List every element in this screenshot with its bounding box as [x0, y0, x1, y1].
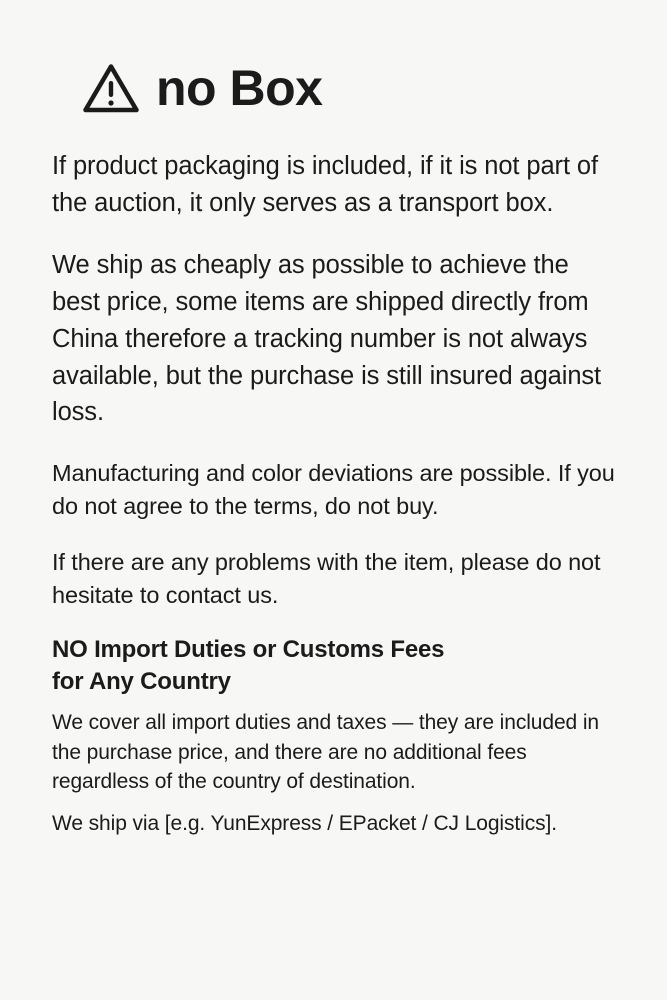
customs-subheading-line1: NO Import Duties or Customs Fees [52, 636, 445, 664]
paragraph-contact: If there are any problems with the item, please do not hesitate to contact us. [52, 548, 601, 609]
warning-triangle-icon [82, 62, 140, 114]
paragraph-shipping: We ship as cheaply as possible to achieve the best price, some items are shipped directly from China therefore a tracking number is not always available, but the purchase is still insured against loss. [52, 251, 602, 427]
customs-body: We cover all import duties and taxes — they are included in the purchase price, and there are no additional fees regardless of the country of destination. [52, 710, 599, 794]
customs-subheading [52, 634, 619, 697]
customs-section [52, 634, 619, 839]
page-title [82, 62, 619, 114]
paragraph-deviations: Manufacturing and color deviations are possible. If you do not agree to the terms, do not buy. [52, 460, 615, 520]
shipping-carrier-note: We ship via [e.g. YunExpress / EPacket / CJ Logistics]. [52, 812, 557, 836]
paragraph-packaging: If product packaging is included, if it is not part of the auction, it only serves as a transport box. [52, 152, 598, 217]
page-title-text: no Box [156, 60, 323, 116]
customs-subheading-line2: for Any Country [52, 668, 231, 696]
